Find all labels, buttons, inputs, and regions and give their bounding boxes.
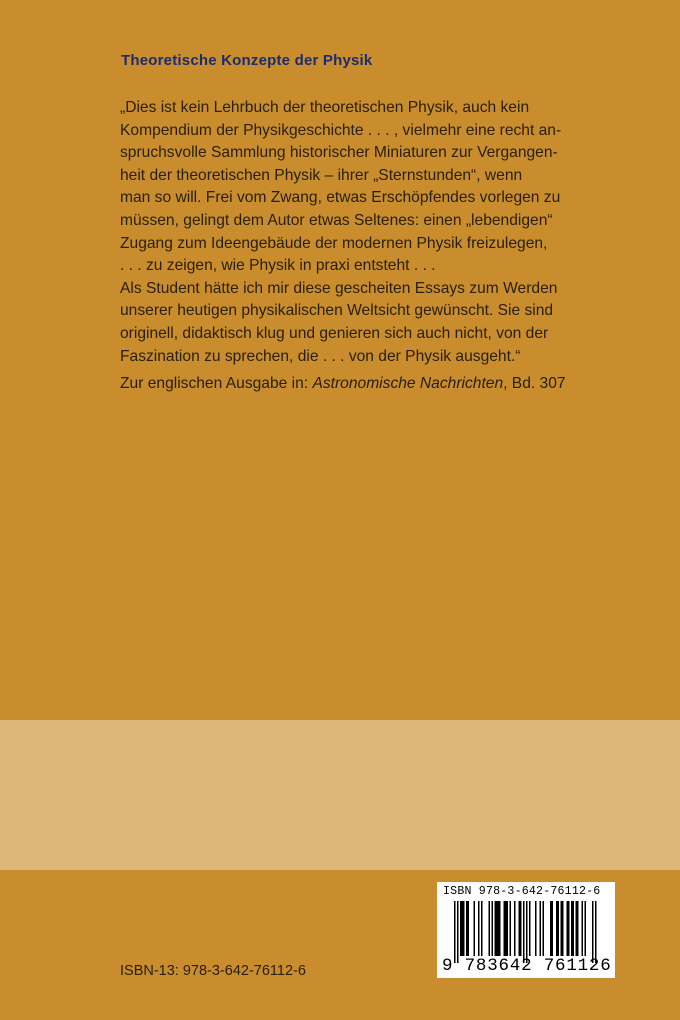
isbn-barcode [437, 882, 615, 978]
source-volume: , Bd. 307 [503, 375, 566, 392]
review-line: Als Student hätte ich mir diese gescheiten Essays zum Werden [120, 279, 558, 297]
review-quote [120, 97, 640, 368]
barcode-bar [576, 901, 578, 956]
barcode-bar [499, 901, 501, 956]
barcode-bar [556, 901, 558, 956]
barcode-bar [543, 901, 545, 956]
review-line: „Dies ist kein Lehrbuch der theoretischen Physik, auch kein [120, 99, 530, 116]
barcode-bar [481, 901, 483, 956]
review-line: Kompendium der Physikgeschichte . . . , vielmehr eine recht an- [120, 121, 562, 139]
barcode-bar [478, 901, 480, 956]
barcode-bar [463, 901, 465, 956]
review-line: spruchsvolle Sammlung historischer Miniaturen zur Vergangen- [120, 144, 558, 162]
barcode-bar [474, 901, 476, 956]
barcode-bar [468, 901, 470, 956]
barcode-bar [568, 901, 570, 956]
decorative-band [0, 720, 680, 870]
barcode-bar [577, 901, 579, 956]
barcode-bar [558, 901, 560, 956]
review-line: Zugang zum Ideengebäude der modernen Physik freizulegen, [120, 234, 548, 252]
review-line: heit der theoretischen Physik – ihrer „Sternstunden“, wenn [120, 166, 523, 184]
isbn-13-label: ISBN-13: 978-3-642-76112-6 [120, 963, 306, 979]
review-line: man so will. Frei vom Zwang, etwas Erschöpfendes vorlegen zu [120, 189, 561, 207]
barcode-bar [535, 901, 537, 956]
barcode-bar [454, 901, 456, 963]
review-source [120, 375, 660, 393]
barcode-bar [496, 901, 498, 956]
source-prefix: Zur englischen Ausgabe in: [120, 375, 313, 392]
barcode-bar [561, 901, 563, 956]
barcode-bar [592, 901, 594, 963]
barcode-bar [562, 901, 564, 956]
barcode-bar [523, 901, 525, 963]
barcode-bar [526, 901, 528, 963]
barcode-bar [510, 901, 512, 956]
barcode-bar [529, 901, 531, 956]
barcode-bar [504, 901, 506, 956]
barcode-bar [462, 901, 464, 956]
barcode-bar [552, 901, 554, 956]
review-line: . . . zu zeigen, wie Physik in praxi entsteht . . . [120, 257, 436, 275]
barcode-digits: 9 783642 761126 [442, 956, 612, 976]
barcode-bar [585, 901, 587, 956]
barcode-bar [519, 901, 521, 956]
barcode-bar [520, 901, 522, 956]
book-title: Theoretische Konzepte der Physik [121, 52, 373, 69]
barcode-bar [595, 901, 597, 963]
barcode-bar [466, 901, 468, 956]
barcode-bar [550, 901, 552, 956]
barcode-bar [495, 901, 497, 956]
barcode-bar [498, 901, 500, 956]
barcode-bar [573, 901, 575, 956]
barcode-bar [489, 901, 491, 956]
barcode-bar [540, 901, 542, 956]
barcode-bar [567, 901, 569, 956]
barcode-isbn-text: ISBN 978-3-642-76112-6 [443, 885, 601, 898]
barcode-bar [457, 901, 459, 963]
review-line: müssen, gelingt dem Autor etwas Seltenes: einen „lebendigen“ [120, 211, 553, 229]
review-line: Faszination zu sprechen, die . . . von der Physik ausgeht.“ [120, 347, 521, 365]
barcode-bar [514, 901, 516, 956]
barcode-bar [507, 901, 509, 956]
barcode-bar [460, 901, 462, 956]
barcode-bar [505, 901, 507, 956]
barcode-bar [582, 901, 584, 956]
source-journal: Astronomische Nachrichten [312, 375, 504, 392]
review-line: originell, didaktisch klug und genieren sich auch nicht, von der [120, 324, 549, 342]
barcode-bar [571, 901, 573, 956]
review-line: unserer heutigen physikalischen Weltsicht gewünscht. Sie sind [120, 302, 554, 320]
barcode-bar [492, 901, 494, 956]
